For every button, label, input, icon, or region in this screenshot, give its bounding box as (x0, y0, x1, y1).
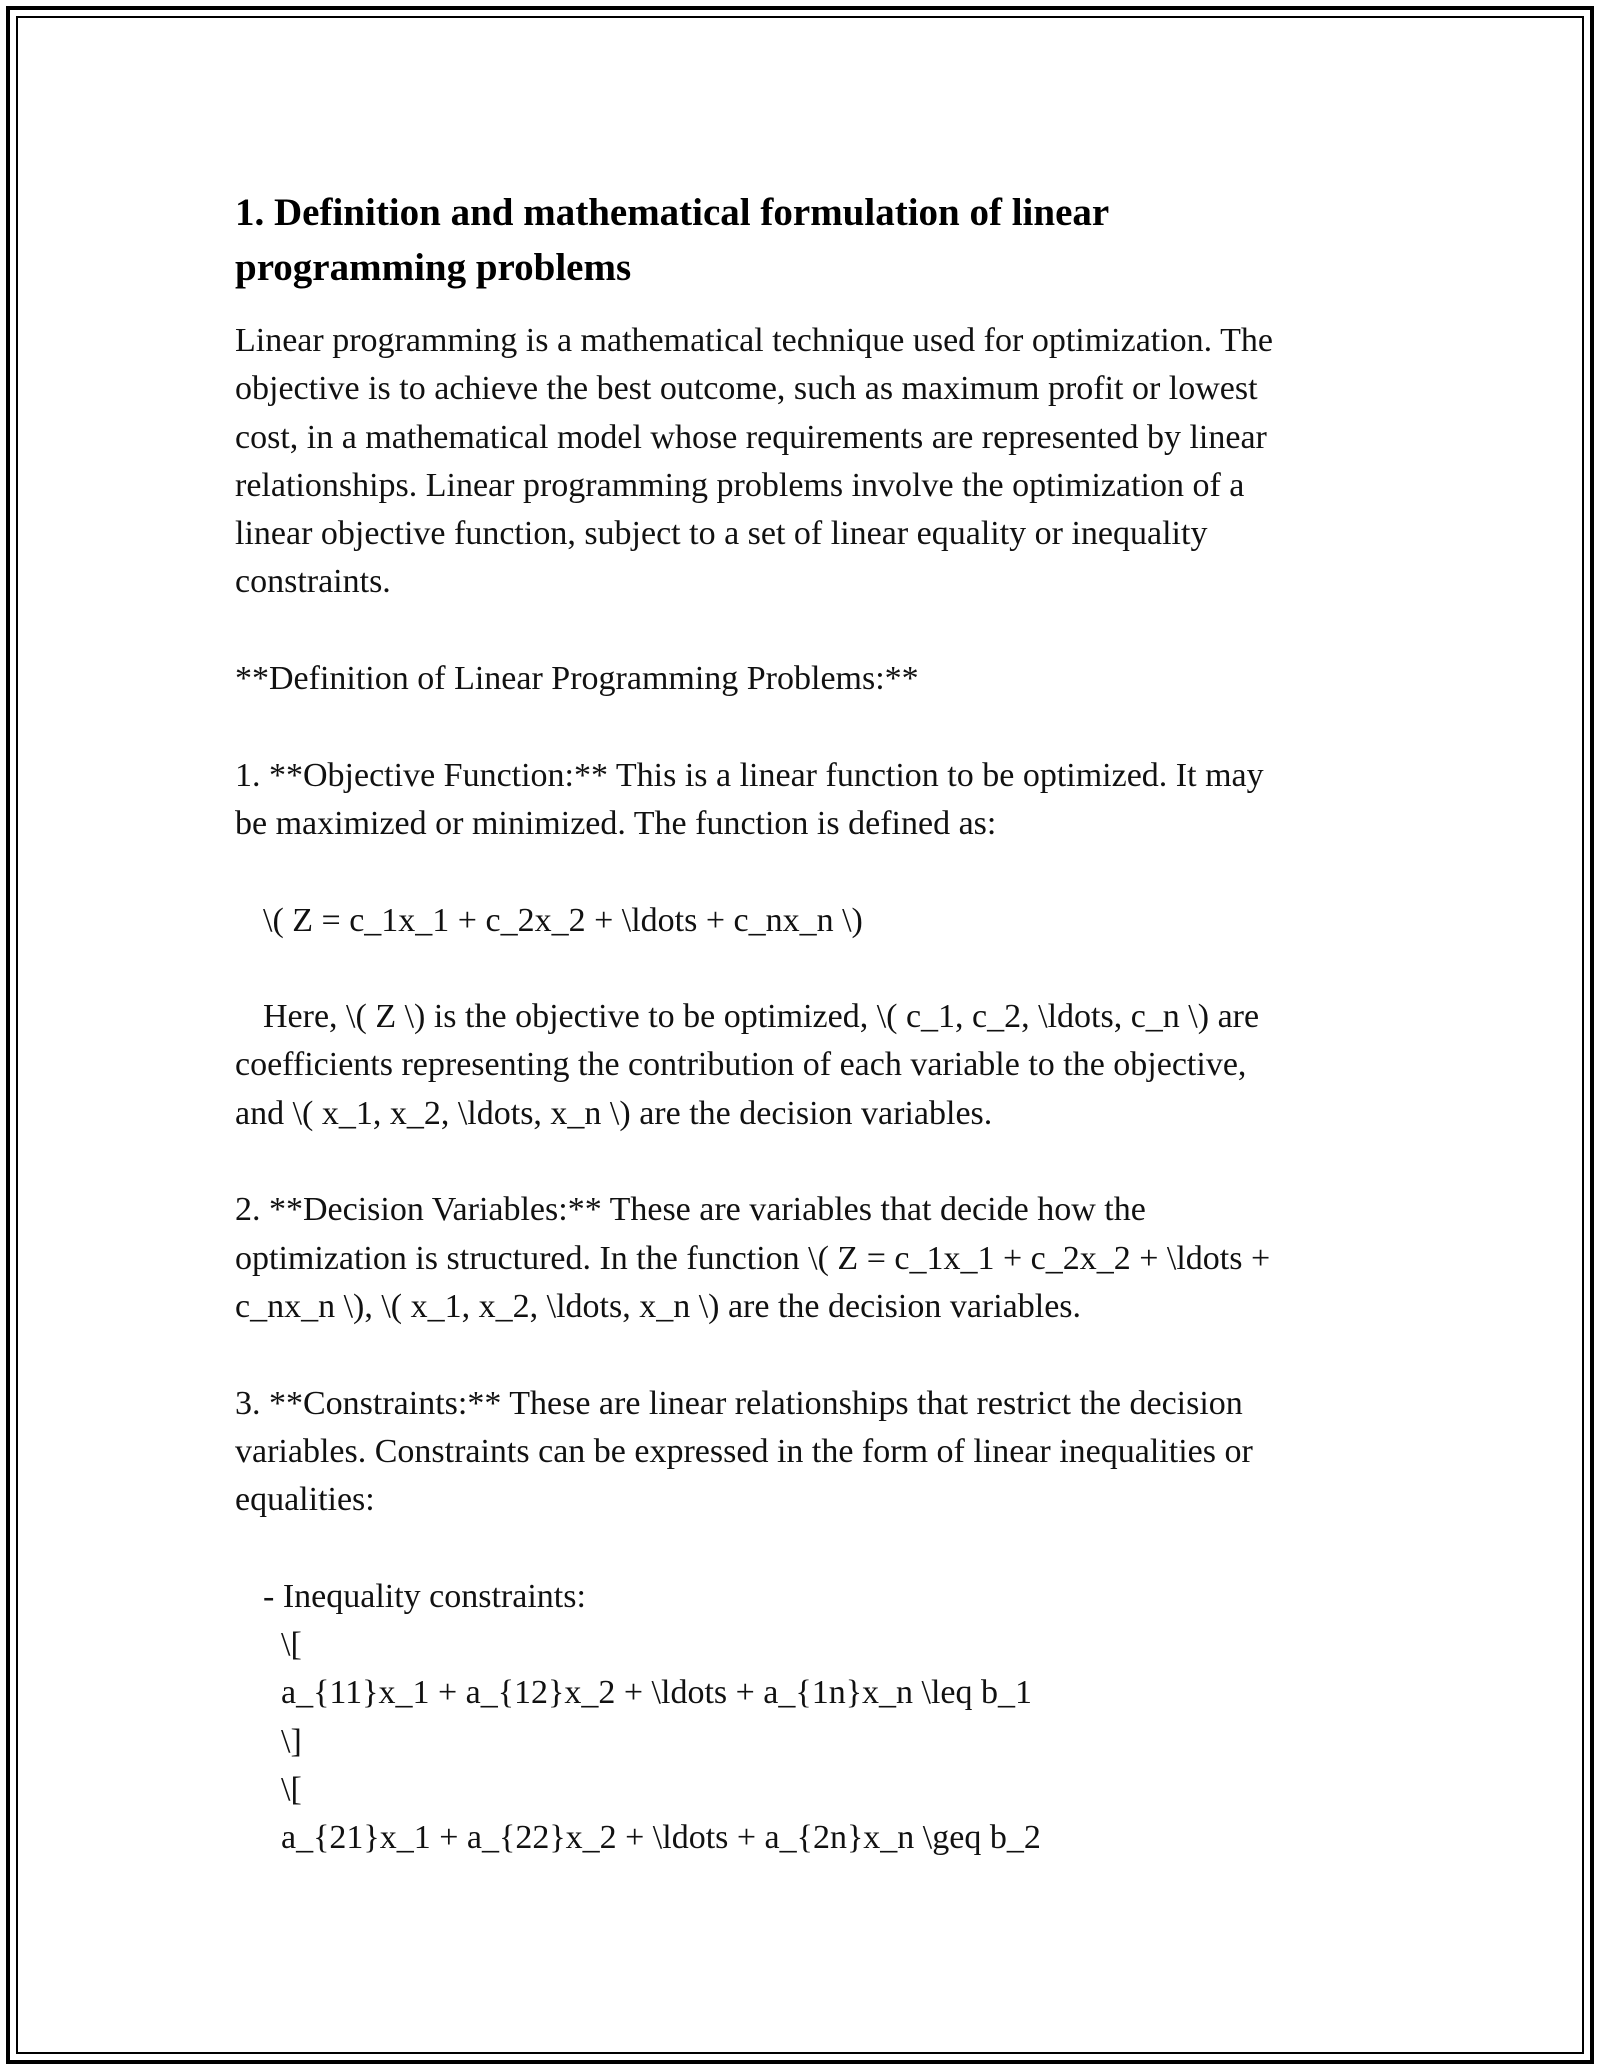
section-title-line: programming problems (235, 246, 632, 289)
item-decision-variables (235, 1186, 1365, 1331)
text-line: 3. **Constraints:** These are linear relationships that restrict the decision (235, 1384, 1243, 1422)
text-line: 1. **Objective Function:** This is a linear function to be optimized. It may (235, 756, 1264, 794)
paragraph-gap (235, 945, 1365, 993)
text-line: linear objective function, subject to a set of linear equality or inequality (235, 515, 1208, 553)
constraint-line: a_{21}x_1 + a_{22}x_2 + \ldots + a_{2n}x_n \geq b_2 (281, 1819, 1041, 1857)
text-line: constraints. (235, 563, 391, 601)
text-line: Linear programming is a mathematical technique used for optimization. The (235, 322, 1273, 359)
document-body (235, 185, 1365, 1863)
constraint-line: \[ (281, 1770, 302, 1808)
text-line: relationships. Linear programming problems involve the optimization of a (235, 466, 1245, 504)
definition-heading: **Definition of Linear Programming Problems:** (235, 660, 919, 698)
objective-formula: \( Z = c_1x_1 + c_2x_2 + \ldots + c_nx_n \) (263, 901, 863, 939)
paragraph-gap (235, 703, 1365, 751)
text-line: equalities: (235, 1481, 375, 1519)
constraints-subheading: - Inequality constraints: (263, 1577, 586, 1615)
text-line: cost, in a mathematical model whose requirements are represented by linear (235, 418, 1267, 456)
paragraph-gap (235, 848, 1365, 896)
section-title (235, 185, 1365, 295)
text-line: variables. Constraints can be expressed in the form of linear inequalities or (235, 1432, 1253, 1470)
intro-paragraph (235, 317, 1365, 607)
section-title-line: 1. Definition and mathematical formulation of linear (235, 191, 1110, 234)
paragraph-gap (235, 1331, 1365, 1379)
paragraph-gap (235, 607, 1365, 655)
text-line: c_nx_n \), \( x_1, x_2, \ldots, x_n \) are the decision variables. (235, 1287, 1082, 1325)
constraint-line: \[ (281, 1626, 302, 1664)
text-line: be maximized or minimized. The function is defined as: (235, 804, 997, 842)
paragraph-gap (235, 1524, 1365, 1572)
text-line: optimization is structured. In the function \( Z = c_1x_1 + c_2x_2 + \ldots + (235, 1239, 1271, 1277)
item-constraints (235, 1380, 1365, 1863)
text-line: objective is to achieve the best outcome, such as maximum profit or lowest (235, 370, 1258, 408)
text-line: and \( x_1, x_2, \ldots, x_n \) are the decision variables. (235, 1094, 993, 1132)
constraint-line: \] (281, 1722, 302, 1760)
constraint-line: a_{11}x_1 + a_{12}x_2 + \ldots + a_{1n}x_n \leq b_1 (281, 1674, 1033, 1712)
text-line: Here, \( Z \) is the objective to be optimized, \( c_1, c_2, \ldots, c_n \) are (263, 998, 1260, 1036)
text-line: coefficients representing the contribution of each variable to the objective, (235, 1046, 1247, 1084)
text-line: 2. **Decision Variables:** These are variables that decide how the (235, 1191, 1146, 1229)
paragraph-gap (235, 1138, 1365, 1186)
item-objective-function (235, 752, 1365, 1138)
